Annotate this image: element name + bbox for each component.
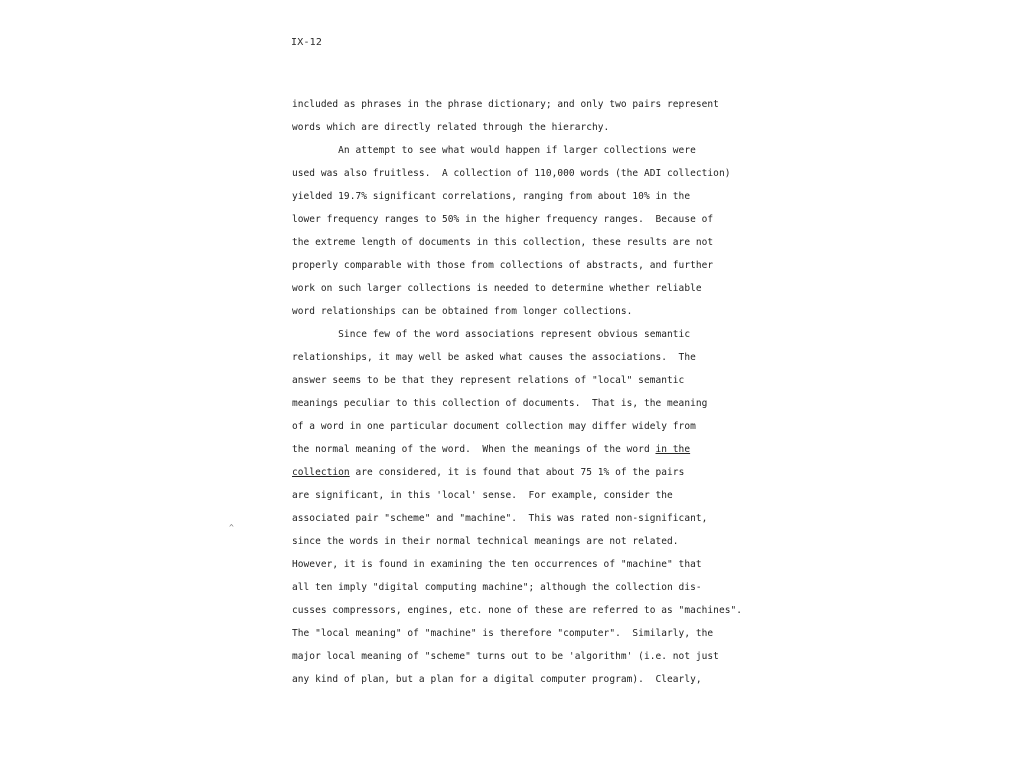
- text-segment: are considered, it is found that about 75 1% of the pairs: [349, 467, 685, 478]
- text-line: lower frequency ranges to 50% in the higher frequency ranges. Because of: [292, 214, 714, 225]
- text-line: included as phrases in the phrase dictionary; and only two pairs represent: [292, 99, 719, 110]
- page-number: IX-12: [291, 37, 323, 48]
- text-line: the extreme length of documents in this collection, these results are not: [292, 237, 714, 248]
- text-line: used was also fruitless. A collection of 110,000 words (the ADI collection): [292, 168, 731, 179]
- text-line: any kind of plan, but a plan for a digital computer program). Clearly,: [292, 674, 702, 685]
- text-line: work on such larger collections is needed to determine whether reliable: [292, 283, 702, 294]
- text-line-with-underline: [292, 466, 732, 489]
- text-line: yielded 19.7% significant correlations, ranging from about 10% in the: [292, 191, 691, 202]
- text-line: words which are directly related through the hierarchy.: [292, 122, 610, 133]
- underlined-phrase: in the: [655, 444, 691, 455]
- text-line: associated pair "scheme" and "machine". This was rated non-significant,: [292, 513, 708, 524]
- text-line: Since few of the word associations represent obvious semantic: [292, 329, 691, 340]
- text-line: of a word in one particular document collection may differ widely from: [292, 421, 696, 432]
- body-text: [292, 98, 743, 696]
- text-line: The "local meaning" of "machine" is therefore "computer". Similarly, the: [292, 628, 714, 639]
- text-line: cusses compressors, engines, etc. none of these are referred to as "machines".: [292, 605, 743, 616]
- text-line: all ten imply "digital computing machine"; although the collection dis-: [292, 582, 702, 593]
- text-line: major local meaning of "scheme" turns out to be 'algorithm' (i.e. not just: [292, 651, 719, 662]
- text-line: However, it is found in examining the ten occurrences of "machine" that: [292, 559, 702, 570]
- text-line-with-underline: [292, 443, 732, 466]
- text-segment: the normal meaning of the word. When the meanings of the word: [292, 444, 656, 455]
- text-line: word relationships can be obtained from longer collections.: [292, 306, 633, 317]
- text-line: since the words in their normal technical meanings are not related.: [292, 536, 679, 547]
- underlined-phrase: collection: [292, 467, 350, 478]
- stray-mark: ^: [229, 523, 234, 532]
- text-line: meanings peculiar to this collection of documents. That is, the meaning: [292, 398, 708, 409]
- text-line: relationships, it may well be asked what causes the associations. The: [292, 352, 696, 363]
- text-line: are significant, in this 'local' sense. For example, consider the: [292, 490, 673, 501]
- text-line: An attempt to see what would happen if larger collections were: [292, 145, 696, 156]
- text-line: properly comparable with those from collections of abstracts, and further: [292, 260, 714, 271]
- text-line: answer seems to be that they represent relations of "local" semantic: [292, 375, 685, 386]
